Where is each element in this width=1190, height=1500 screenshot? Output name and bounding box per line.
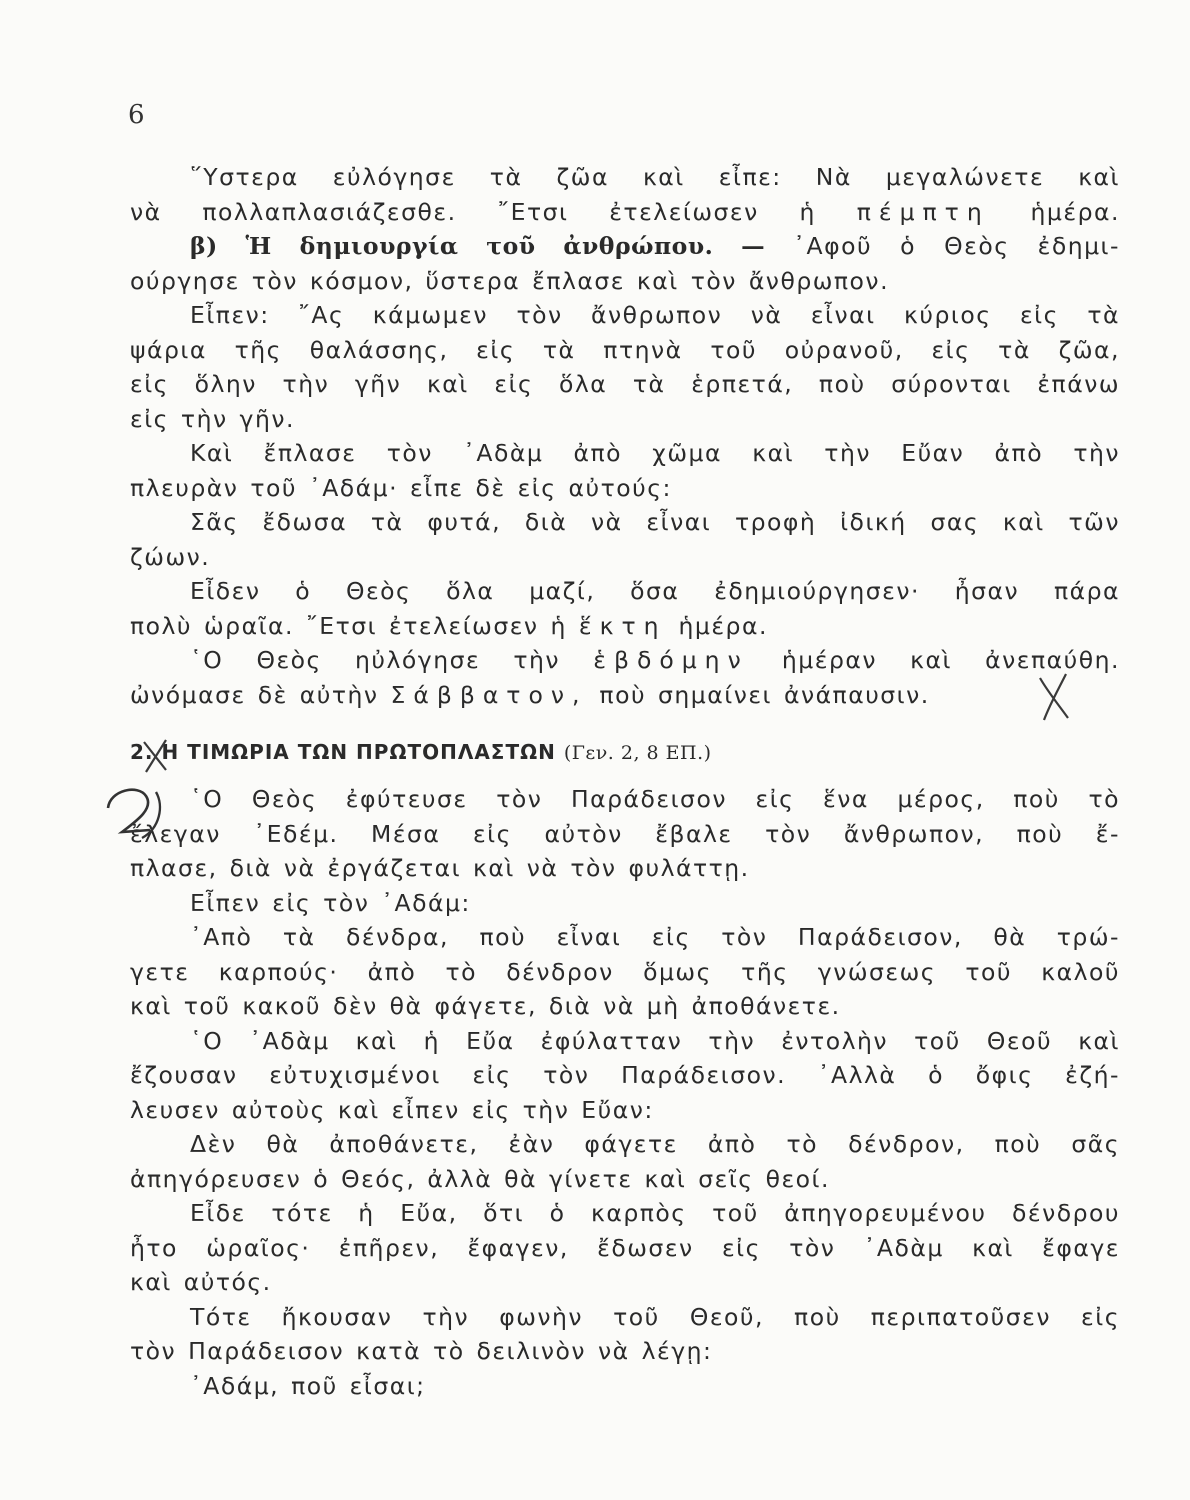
text-line: γετε καρπούς· ἀπὸ τὸ δένδρον ὅμως τῆς γνώσεως τοῦ καλοῦ — [130, 957, 1120, 986]
text-line: ψάρια τῆς θαλάσσης, εἰς τὰ πτηνὰ τοῦ οὐρανοῦ, εἰς τὰ ζῶα, — [130, 335, 1120, 364]
section-title: 2. Η ΤΙΜΩΡΙΑ ΤΩΝ ΠΡΩΤΟΠΛΑΣΤΩΝ — [130, 740, 556, 764]
spaced-word: ἕκτη — [578, 611, 667, 640]
text-line: λευσεν αὐτοὺς καὶ εἶπεν εἰς τὴν Εὔαν: — [130, 1095, 654, 1124]
text-line: Εἶδε τότε ἡ Εὔα, ὅτι ὁ καρπὸς τοῦ ἀπηγορευμένου δένδρου — [190, 1199, 1120, 1227]
page-number: 6 — [128, 100, 145, 130]
spaced-word: ἑβδόμην — [593, 646, 749, 674]
spaced-word: πέμπτη — [856, 197, 990, 226]
text-line: καὶ αὐτός. — [130, 1268, 272, 1296]
text-line: ῾Ο Θεὸς ηὐλόγησε τὴν ἑβδόμην ἡμέραν καὶ ἀνεπαύθη. — [190, 646, 1120, 674]
text-line: Εἶπεν: ῎Ας κάμωμεν τὸν ἄνθρωπον νὰ εἶναι κύριος εἰς τὰ — [190, 301, 1120, 329]
text-line: ἦτο ὡραῖος· ἐπῆρεν, ἔφαγεν, ἔδωσεν εἰς τὸν ᾽Αδὰμ καὶ ἔφαγε — [130, 1233, 1120, 1262]
text-line: Δὲν θὰ ἀποθάνετε, ἐὰν φάγετε ἀπὸ τὸ δένδρον, ποὺ σᾶς — [190, 1130, 1120, 1158]
scripture-reference: (Γεν. 2, 8 ΕΠ.) — [563, 742, 712, 764]
text-line: ἀπηγόρευσεν ὁ Θεός, ἀλλὰ θὰ γίνετε καὶ σεῖς θεοί. — [130, 1164, 830, 1193]
text-line: β) Ἡ δημιουργία τοῦ ἀνθρώπου. — ᾽Αφοῦ ὁ Θεὸς ἐδημι- — [190, 232, 1120, 260]
text-line: ἔλεγαν ᾽Εδέμ. Μέσα εἰς αὐτὸν ἔβαλε τὸν ἄνθρωπον, ποὺ ἔ- — [130, 819, 1120, 848]
text-line: εἰς τὴν γῆν. — [130, 404, 295, 433]
text-block-punishment — [130, 782, 1120, 1403]
text-line: τὸν Παράδεισον κατὰ τὸ δειλινὸν νὰ λέγῃ: — [130, 1337, 713, 1365]
text-line: ὠνόμασε δὲ αὐτὴν Σάββατον, ποὺ σημαίνει ἀνάπαυσιν. — [130, 680, 930, 709]
section-heading — [130, 740, 712, 764]
subsection-heading: β) Ἡ δημιουργία τοῦ ἀνθρώπου. — — [190, 232, 766, 260]
text-line: Σᾶς ἔδωσα τὰ φυτά, διὰ νὰ εἶναι τροφὴ ἰδική σας καὶ τῶν — [190, 508, 1120, 536]
text-line: ᾽Απὸ τὰ δένδρα, ποὺ εἶναι εἰς τὸν Παράδεισον, θὰ τρώ- — [190, 923, 1120, 951]
text-line: Τότε ἤκουσαν τὴν φωνὴν τοῦ Θεοῦ, ποὺ περιπατοῦσεν εἰς — [190, 1302, 1120, 1331]
text-line: ζώων. — [130, 542, 211, 571]
text-line: πολὺ ὡραῖα. ῎Ετσι ἐτελείωσεν ἡ ἕκτη ἡμέρα. — [130, 611, 768, 640]
text-line: Εἶπεν εἰς τὸν ᾽Αδάμ: — [190, 888, 471, 917]
text-line: ἔζουσαν εὐτυχισμένοι εἰς τὸν Παράδεισον. ᾽Αλλὰ ὁ ὄφις ἐζή- — [130, 1061, 1120, 1089]
text-line: ᾽Αδάμ, ποῦ εἶσαι; — [190, 1371, 426, 1400]
spaced-word: Σάββατον, — [390, 680, 588, 709]
text-line: ῾Ο Θεὸς ἐφύτευσε τὸν Παράδεισον εἰς ἕνα μέρος, ποὺ τὸ — [190, 785, 1120, 813]
text-line: Εἶδεν ὁ Θεὸς ὅλα μαζί, ὅσα ἐδημιούργησεν· ἦσαν πάρα — [190, 577, 1120, 605]
text-line: πλασε, διὰ νὰ ἐργάζεται καὶ νὰ τὸν φυλάττῃ. — [130, 854, 750, 882]
text-line: ῞Υστερα εὐλόγησε τὰ ζῶα καὶ εἶπε: Νὰ μεγαλώνετε καὶ — [190, 163, 1120, 191]
text-block-creation — [130, 160, 1120, 712]
text-line: ῾Ο ᾽Αδὰμ καὶ ἡ Εὔα ἐφύλατταν τὴν ἐντολὴν τοῦ Θεοῦ καὶ — [190, 1026, 1120, 1055]
text-line: πλευρὰν τοῦ ᾽Αδάμ· εἶπε δὲ εἰς αὐτούς: — [130, 473, 672, 502]
text-line: καὶ τοῦ κακοῦ δὲν θὰ φάγετε, διὰ νὰ μὴ ἀποθάνετε. — [130, 992, 841, 1020]
text-line: Καὶ ἔπλασε τὸν ᾽Αδὰμ ἀπὸ χῶμα καὶ τὴν Εὔαν ἀπὸ τὴν — [190, 439, 1120, 467]
text-line: ούργησε τὸν κόσμον, ὕστερα ἔπλασε καὶ τὸν ἄνθρωπον. — [130, 266, 890, 295]
text-line: νὰ πολλαπλασιάζεσθε. ῎Ετσι ἐτελείωσεν ἡ πέμπτη ἡμέρα. — [130, 197, 1120, 226]
text-line: εἰς ὅλην τὴν γῆν καὶ εἰς ὅλα τὰ ἑρπετά, ποὺ σύρονται ἐπάνω — [130, 370, 1120, 398]
